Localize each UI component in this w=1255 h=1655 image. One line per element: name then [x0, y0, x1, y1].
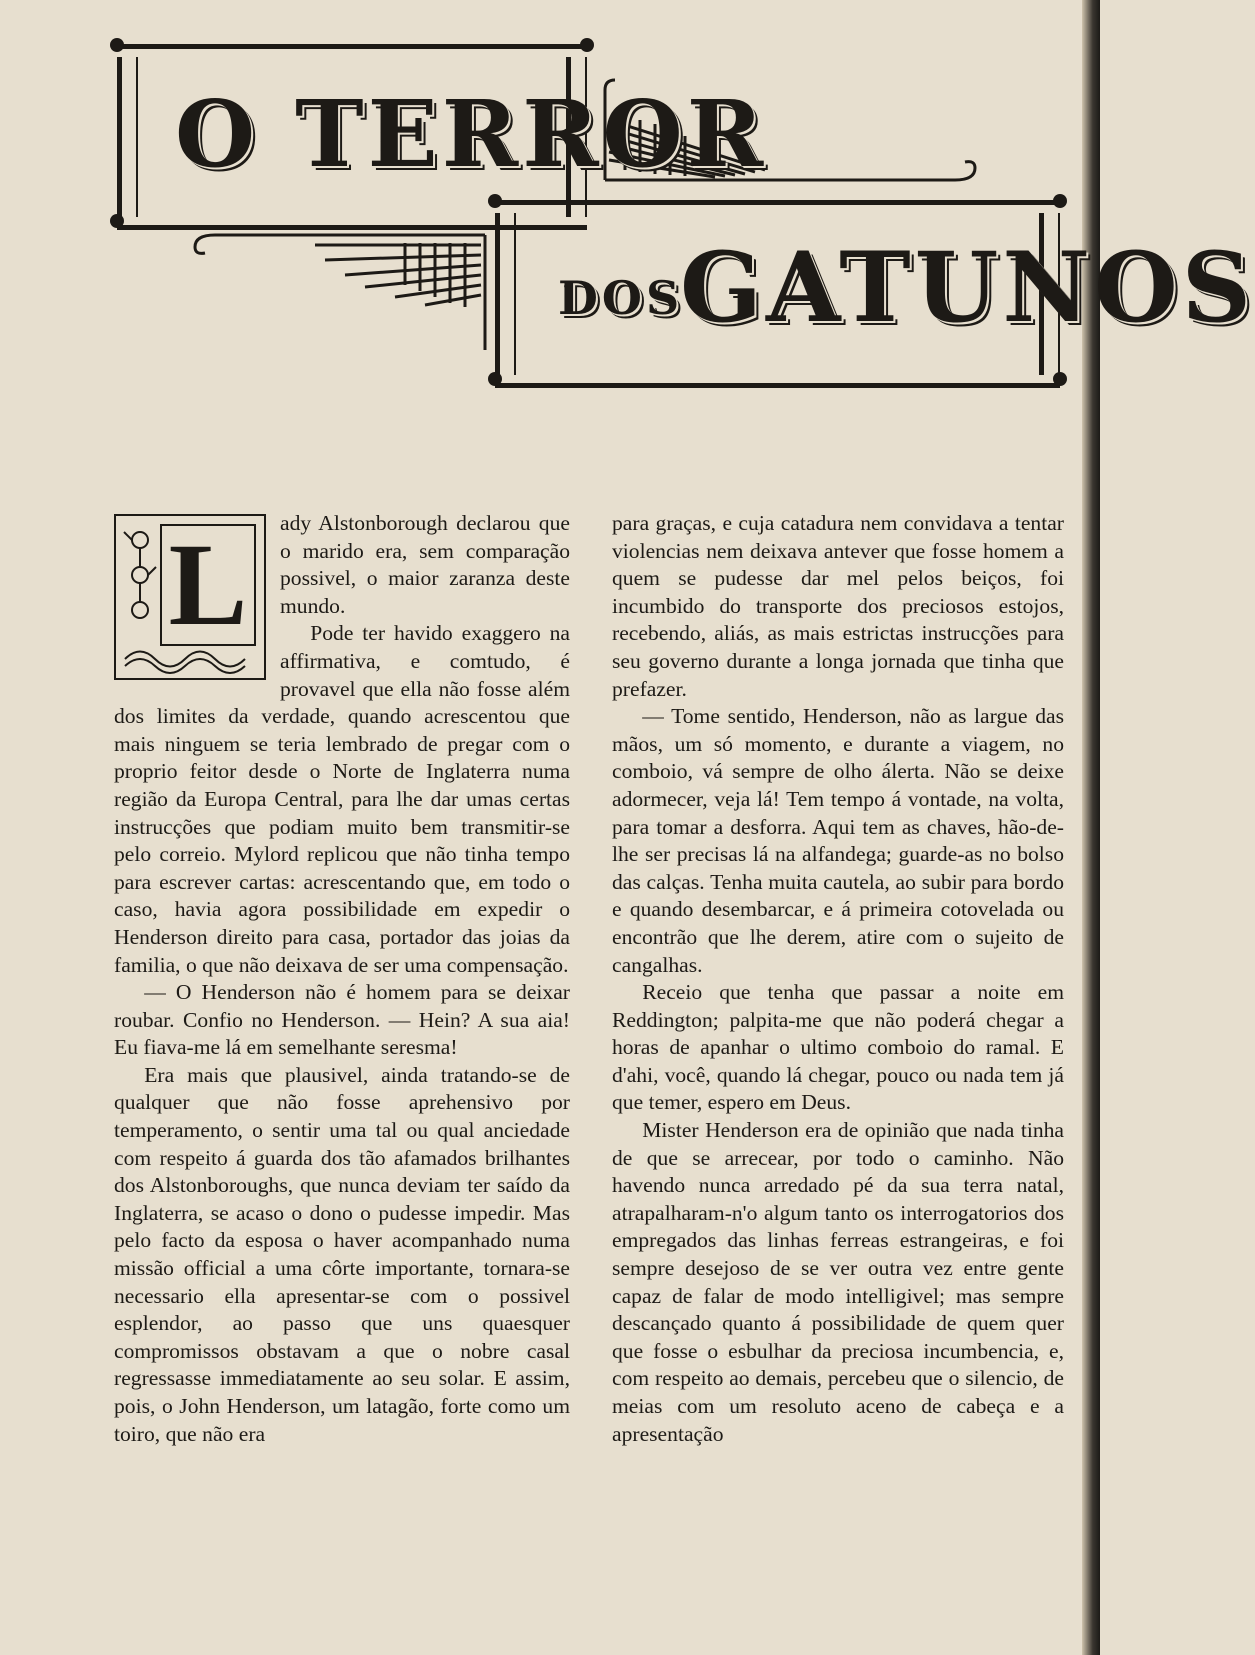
paragraph: Era mais que plausivel, ainda tratando-se de qualquer que não fosse aprehensivo por temperamento, o sentir uma tal ou qual anciedade com respeito á guarda dos tão afamados brilhantes dos Alstonboroughs, que nunca deviam ter saído da Inglaterra, se acaso o dono o pudesse impedir. Mas pelo facto da esposa o haver acompanhado numa missão official a uma côrte importante, tornara-se necessario ella apresentar-se com o possivel esplendor, ao passo que uns quaesquer compromissos obstavam a que o nobre casal regressasse immediatamente ao seu solar. E assim, pois, o John Henderson, um latagão, forte como um toiro, que não era [114, 1062, 570, 1446]
paragraph: ady Alstonborough declarou que o marido era, sem comparação possivel, o maior zaranza deste mundo. [280, 511, 570, 618]
paragraph: Pode ter havido exaggero na affirmativa, e comtudo, é provavel que ella não fosse além dos limites da verdade, quando acrescentou que mais ninguem se teria lembrado de pregar com o proprio feitor desde o Norte de Inglaterra numa região da Europa Central, para lhe dar umas certas instrucções que podiam muito bem transmitir-se pelo correio. Mylord replicou que não tinha tempo para escrever cartas: acrescentando que, em todo o caso, havia agora possibilidade em expedir o Henderson direito para casa, portador das joias da familia, o que não deixava de ser uma compensação. [114, 621, 570, 977]
paragraph: Mister Henderson era de opinião que nada tinha de que se arrecear, por todo o caminho. Não havendo nunca arredado pé da sua terra natal, atrapalharam-n'o algum tanto os interrogatorios dos empregados das linhas ferreas estrangeiras, e foi sempre desejoso de se ver outra vez entre gente capaz de falar de modo intelligivel; mas sempre descançado quanto á possibilidade de quem quer que fosse o esbulhar da preciosa incumbencia, e, com respeito ao demais, percebeu que o silencio, de meias com um resoluto aceno de cabeça e a apresentação [612, 1118, 1064, 1446]
paragraph: — O Henderson não é homem para se deixar roubar. Confio no Henderson. — Hein? A sua aia! Eu fiava-me lá em semelhante seresma! [114, 980, 570, 1060]
title-line-2-small: DOS [558, 271, 684, 325]
frame-corner-dot [110, 38, 124, 52]
title-line-2: GATUNOS [680, 231, 1255, 344]
frame-corner-dot [488, 194, 502, 208]
title-line-1: O TERROR [175, 80, 768, 188]
ornamental-drop-cap [114, 514, 266, 680]
frame-corner-dot [580, 38, 594, 52]
frame-corner-dot [488, 372, 502, 386]
paragraph: Receio que tenha que passar a noite em Reddington; palpita-me que não poderá chegar a horas de apanhar o ultimo comboio do ramal. E d'ahi, você, quando lá chegar, pouco ou nada tem já que temer, espero em Deus. [612, 980, 1064, 1115]
text-column-right [612, 510, 1064, 1448]
floral-ornament-icon [120, 520, 160, 640]
frame-corner-dot [1053, 194, 1067, 208]
wing-ornament-left [195, 225, 495, 355]
text-column-left [114, 510, 570, 1448]
paragraph: — Tome sentido, Henderson, não as largue das mãos, um só momento, e durante a viagem, no comboio, vá sempre de olho álerta. Não se deixe adormecer, veja lá! Tem tempo á vontade, na volta, para tomar a desforra. Aqui tem as chaves, hão-de-lhe ser precisas lá na alfandega; guarde-as no bolso das calças. Tenha muita cautela, ao subir para bordo e quando desembarcar, e á primeira cotovelada ou encontrão que lhe derem, atire com o sujeito de cangalhas. [612, 704, 1064, 977]
paragraph: para graças, e cuja catadura nem convidava a tentar violencias nem deixava antever que fosse homem a quem se pudesse dar mel pelos beiços, foi incumbido do transporte dos preciosos estojos, recebendo, aliás, as mais estrictas instrucções para seu governo durante a longa jornada que tinha que prefazer. [612, 511, 1064, 701]
frame-corner-dot [1053, 372, 1067, 386]
drop-cap-letter: L [160, 524, 256, 646]
frame-corner-dot [110, 214, 124, 228]
